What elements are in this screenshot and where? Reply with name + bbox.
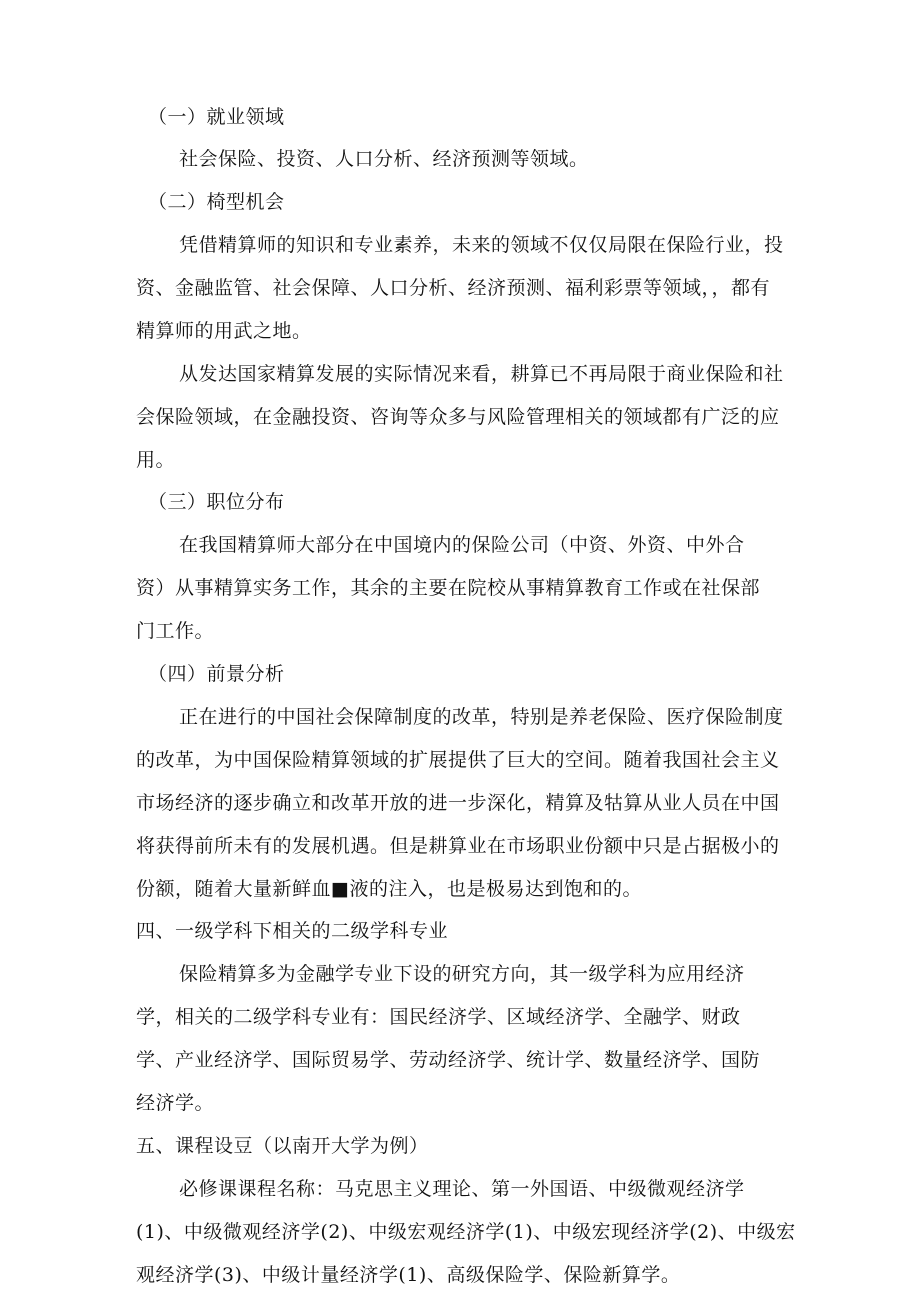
paragraph-line: 保险精算多为金融学专业下设的研究方向，其一级学科为应用经济 bbox=[179, 963, 745, 985]
paragraph-line: 观经济学(3)、中级计量经济学(1)、高级保险学、保险新算学。 bbox=[136, 1264, 681, 1286]
paragraph-line: 精算师的用武之地。 bbox=[136, 320, 312, 342]
paragraph-line: 经济学。 bbox=[136, 1092, 215, 1114]
paragraph-line: 在我国精算师大部分在中国境内的保险公司（中资、外资、中外合 bbox=[179, 534, 745, 556]
paragraph-line: 门工作。 bbox=[136, 620, 215, 642]
section-heading-curriculum: 五、课程设豆（以南开大学为例） bbox=[136, 1135, 429, 1157]
paragraph-line: 资、金融监管、社会保障、人口分析、经济预测、福利彩票等领域，，都有 bbox=[136, 277, 771, 299]
paragraph-line: 从发达国家精算发展的实际情况来看，耕算已不再局限于商业保险和社 bbox=[179, 363, 784, 385]
heading-opportunity: （二）椅型机会 bbox=[148, 191, 285, 213]
paragraph-line: 的改革，为中国保险精算领域的扩展提供了巨大的空间。随着我国社会主义 bbox=[136, 749, 780, 771]
heading-position-distribution: （三）职位分布 bbox=[148, 491, 285, 513]
paragraph-line: 用。 bbox=[136, 449, 176, 471]
paragraph-line: 将获得前所未有的发展机遇。但是耕算业在市场职业份额中只是占据极小的 bbox=[136, 835, 780, 857]
paragraph-line: 学，相关的二级学科专业有：国民经济学、区域经济学、全融学、财政 bbox=[136, 1006, 741, 1028]
section-heading-secondary-disciplines: 四、一级学科下相关的二级学科专业 bbox=[136, 920, 449, 942]
paragraph-line: (1)、中级微观经济学(2)、中级宏观经济学(1)、中级宏现经济学(2)、中级宏 bbox=[136, 1221, 796, 1243]
paragraph-line: 学、产业经济学、国际贸易学、劳动经济学、统计学、数量经济学、国防 bbox=[136, 1049, 761, 1071]
paragraph-line: 凭借精算师的知识和专业素养，未来的领域不仅仅局限在保险行业，投 bbox=[179, 234, 784, 256]
paragraph-line: 份额，随着大量新鲜血■液的注入，也是极易达到饱和的。 bbox=[136, 878, 642, 900]
paragraph-line: 会保险领域，在金融投资、咨询等众多与风险管理相关的领域都有广泛的应 bbox=[136, 406, 780, 428]
paragraph-line: 正在进行的中国社会保障制度的改革，特别是养老保险、医疗保险制度 bbox=[179, 706, 784, 728]
heading-prospect-analysis: （四）前景分析 bbox=[148, 663, 285, 685]
paragraph-line: 资）从事精算实务工作，其余的主要在院校从事精算教育工作或在社保部 bbox=[136, 577, 761, 599]
paragraph-line: 必修课课程名称：马克思主义理论、第一外国语、中级微观经济学 bbox=[179, 1178, 745, 1200]
paragraph-line: 市场经济的逐步确立和改革开放的进一步深化，精算及牯算从业人员在中国 bbox=[136, 792, 780, 814]
heading-employment-field: （一）就业领域 bbox=[148, 106, 285, 128]
paragraph-employment-field: 社会保险、投资、人口分析、经济预测等领域。 bbox=[179, 148, 589, 170]
